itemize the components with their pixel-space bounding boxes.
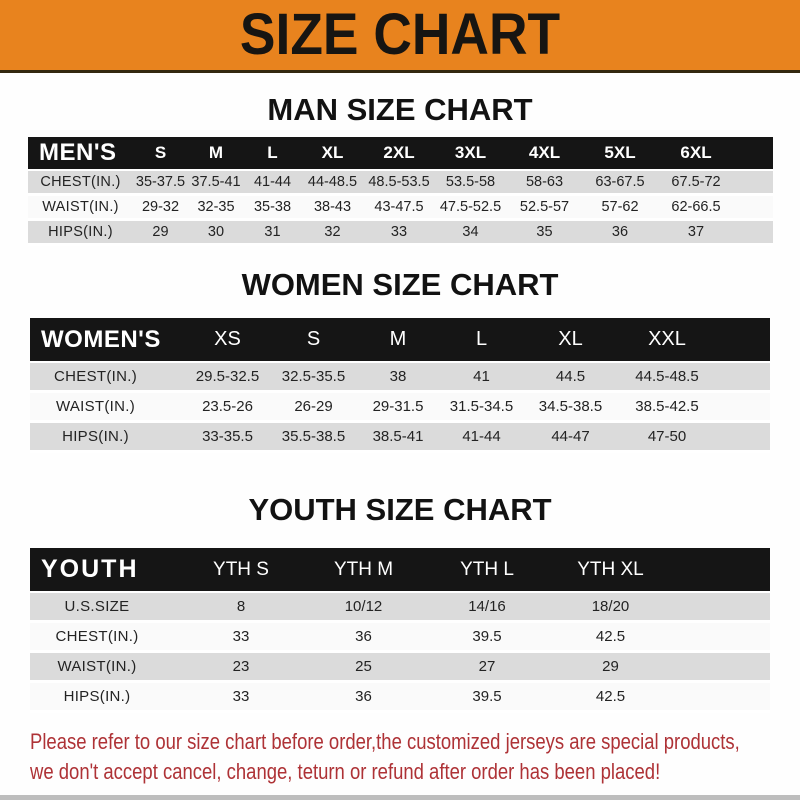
value-cell: 26-29 [270,393,357,423]
youth-section [0,493,800,713]
value-cell: 53.5-58 [434,171,507,196]
men-section [0,93,800,246]
value-cell: 38-43 [301,196,364,221]
row-pad-cell [717,363,770,393]
women-table-corner-label: WOMEN'S [30,318,185,363]
women-section [0,268,800,453]
row-label-cell: CHEST(IN.) [30,623,180,653]
bottom-strip [0,795,800,800]
size-header-cell: YTH L [425,548,549,593]
row-label-cell: CHEST(IN.) [28,171,133,196]
value-cell: 36 [582,221,658,246]
value-cell: 35-38 [244,196,301,221]
value-cell: 39.5 [425,623,549,653]
value-cell: 35-37.5 [133,171,188,196]
value-cell: 44.5-48.5 [617,363,717,393]
row-pad-cell [734,221,773,246]
value-cell: 63-67.5 [582,171,658,196]
value-cell: 33 [180,623,302,653]
value-cell: 47.5-52.5 [434,196,507,221]
value-cell: 29 [133,221,188,246]
size-header-cell: XL [301,137,364,171]
header-pad-cell [672,548,770,593]
row-label-cell: WAIST(IN.) [30,393,185,423]
size-header-cell: M [188,137,244,171]
row-label-cell: HIPS(IN.) [30,423,185,453]
size-header-cell: YTH M [302,548,425,593]
value-cell: 62-66.5 [658,196,734,221]
value-cell: 42.5 [549,683,672,713]
value-cell: 42.5 [549,623,672,653]
value-cell: 35.5-38.5 [270,423,357,453]
value-cell: 36 [302,683,425,713]
header-pad-cell [717,318,770,363]
value-cell: 29 [549,653,672,683]
size-header-cell: L [244,137,301,171]
value-cell: 38.5-42.5 [617,393,717,423]
value-cell: 8 [180,593,302,623]
value-cell: 47-50 [617,423,717,453]
men-size-table [28,137,773,246]
value-cell: 32 [301,221,364,246]
row-pad-cell [672,593,770,623]
size-header-cell: 2XL [364,137,434,171]
disclaimer-line-2: we don't accept cancel, change, teturn or refund after order has been placed! [30,759,661,784]
value-cell: 18/20 [549,593,672,623]
size-header-cell: M [357,318,439,363]
header-pad-cell [734,137,773,171]
value-cell: 32.5-35.5 [270,363,357,393]
value-cell: 52.5-57 [507,196,582,221]
size-header-cell: S [270,318,357,363]
size-header-cell: YTH XL [549,548,672,593]
youth-size-table [30,548,770,713]
size-header-cell: YTH S [180,548,302,593]
value-cell: 67.5-72 [658,171,734,196]
value-cell: 23.5-26 [185,393,270,423]
value-cell: 37.5-41 [188,171,244,196]
value-cell: 57-62 [582,196,658,221]
value-cell: 31.5-34.5 [439,393,524,423]
value-cell: 43-47.5 [364,196,434,221]
value-cell: 33-35.5 [185,423,270,453]
size-header-cell: XS [185,318,270,363]
value-cell: 37 [658,221,734,246]
women-size-table [30,318,770,453]
value-cell: 34 [434,221,507,246]
value-cell: 31 [244,221,301,246]
size-header-cell: XL [524,318,617,363]
value-cell: 29-32 [133,196,188,221]
value-cell: 32-35 [188,196,244,221]
value-cell: 36 [302,623,425,653]
value-cell: 29.5-32.5 [185,363,270,393]
size-header-cell: 3XL [434,137,507,171]
women-section-heading: WOMEN SIZE CHART [241,267,559,302]
row-label-cell: WAIST(IN.) [30,653,180,683]
row-label-cell: HIPS(IN.) [30,683,180,713]
value-cell: 14/16 [425,593,549,623]
value-cell: 39.5 [425,683,549,713]
men-section-heading: MAN SIZE CHART [267,92,533,127]
value-cell: 41-44 [244,171,301,196]
value-cell: 58-63 [507,171,582,196]
value-cell: 38.5-41 [357,423,439,453]
size-header-cell: 6XL [658,137,734,171]
row-pad-cell [672,653,770,683]
value-cell: 10/12 [302,593,425,623]
youth-table-corner-label: YOUTH [30,548,180,593]
value-cell: 34.5-38.5 [524,393,617,423]
value-cell: 44.5 [524,363,617,393]
size-header-cell: L [439,318,524,363]
disclaimer-note [30,727,800,787]
value-cell: 38 [357,363,439,393]
size-header-cell: XXL [617,318,717,363]
row-label-cell: WAIST(IN.) [28,196,133,221]
row-pad-cell [717,393,770,423]
page-title: SIZE CHART [239,2,561,67]
youth-section-heading: YOUTH SIZE CHART [248,492,552,527]
row-pad-cell [734,196,773,221]
row-pad-cell [672,683,770,713]
size-header-cell: 4XL [507,137,582,171]
value-cell: 41-44 [439,423,524,453]
value-cell: 25 [302,653,425,683]
value-cell: 41 [439,363,524,393]
disclaimer-line-1: Please refer to our size chart before order,the customized jerseys are special products, [30,729,740,754]
size-chart-banner [0,0,800,73]
row-pad-cell [734,171,773,196]
value-cell: 48.5-53.5 [364,171,434,196]
men-table-corner-label: MEN'S [28,137,133,171]
value-cell: 33 [364,221,434,246]
row-pad-cell [672,623,770,653]
value-cell: 27 [425,653,549,683]
value-cell: 29-31.5 [357,393,439,423]
value-cell: 35 [507,221,582,246]
row-label-cell: CHEST(IN.) [30,363,185,393]
value-cell: 44-48.5 [301,171,364,196]
row-label-cell: U.S.SIZE [30,593,180,623]
value-cell: 33 [180,683,302,713]
value-cell: 44-47 [524,423,617,453]
value-cell: 23 [180,653,302,683]
value-cell: 30 [188,221,244,246]
size-header-cell: S [133,137,188,171]
row-label-cell: HIPS(IN.) [28,221,133,246]
size-header-cell: 5XL [582,137,658,171]
row-pad-cell [717,423,770,453]
